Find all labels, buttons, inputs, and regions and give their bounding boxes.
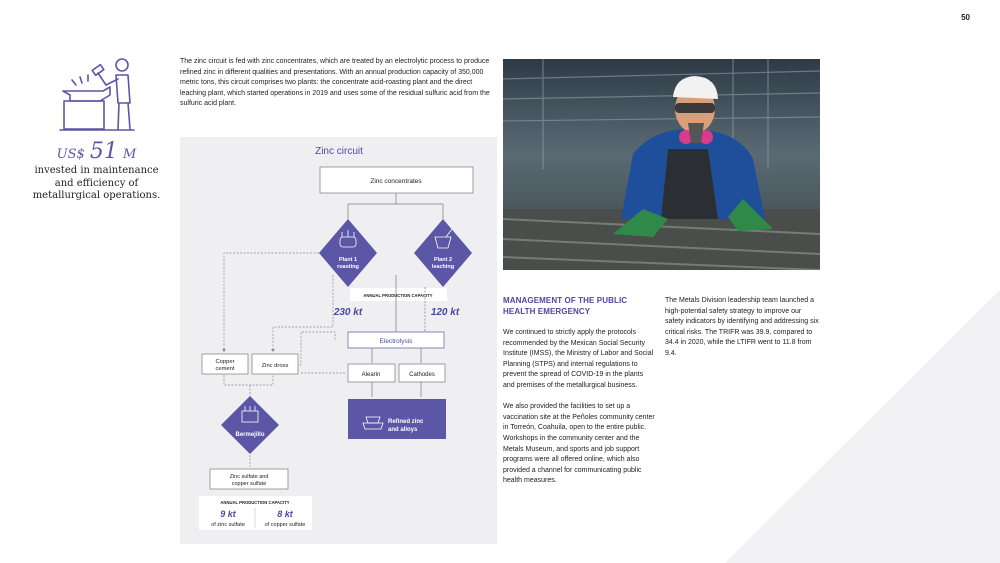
kpi-caption: invested in maintenance and efficiency of metallurgical operations. (32, 165, 161, 201)
zinc-dross-label: Zinc dross (261, 363, 289, 369)
plant1-label-line1: Plant 1 (338, 257, 358, 263)
capacity-label: ANNUAL PRODUCTION CAPACITY (363, 293, 433, 298)
electrolysis-label: Electrolysis (379, 338, 413, 345)
plant2-label-line2: leaching (431, 264, 455, 270)
copper-sulfate-value: 8 kt (277, 509, 293, 519)
plant1-label-line2: roasting (337, 264, 359, 270)
alearin-label: Alearin (361, 372, 381, 378)
plant1-capacity: 230 kt (333, 307, 363, 318)
section-paragraph-2: We also provided the facilities to set up a vaccination site at the Peñoles community center in Torreón, Coahuila, open to the entire public. Workshops in the community center and the Metals Museum, and sports and job support programs were all offered online, which also provided a channel for communicating public health measures. (503, 403, 655, 485)
plant1-diamond (319, 219, 377, 287)
intro-paragraph: The zinc circuit is fed with zinc concentrates, which are treated by an electrolytic process to produce refined zinc in different qualities and presentations. With an annual production capacity of 350,000 metric tons, this circuit comprises two plants: the concentrate acid-roasting plant and the direct leaching plant, which started operations in 2019 and uses some of the residual sulfuric acid from the sulfuric acid plant. (180, 58, 490, 107)
sulfate-line1: Zinc sulfate and (229, 474, 269, 480)
page-number: 50 (961, 13, 970, 22)
section-title: MANAGEMENT OF THE PUBLIC HEALTH EMERGENCY (503, 296, 628, 316)
section-column-1 (503, 328, 655, 498)
concentrates-label: Zinc concentrates (370, 178, 422, 185)
section-paragraph-1: We continued to strictly apply the protocols recommended by the Mexican Social Security Institute (IMSS), the Ministry of Labor and Social Planning (STPS) and internal regulations to prevent the spread of COVID-19 in the plants and premises of the metallurgical business. (503, 329, 654, 389)
refined-line1: Refined zinc (388, 419, 424, 425)
diagram-title: Zinc circuit (315, 146, 363, 157)
copper-sulfate-caption: of copper sulfate (264, 522, 306, 528)
cathodes-label: Cathodes (409, 372, 435, 378)
concentrates-connectors (348, 193, 443, 219)
plant2-label-line1: Plant 2 (433, 257, 453, 263)
kpi-unit: M (123, 147, 137, 162)
bermejillo-diamond (221, 396, 279, 454)
kpi-currency: US$ (56, 147, 85, 162)
worker-photo (503, 59, 820, 270)
zinc-sulfate-value: 9 kt (220, 509, 236, 519)
section-column-2 (665, 296, 821, 370)
sulfate-line2: copper sulfate (231, 481, 267, 487)
kpi-amount: 51 (89, 139, 118, 164)
zinc-circuit-diagram (180, 137, 497, 544)
refined-line2: and alloys (388, 427, 418, 433)
zinc-sulfate-caption: of zinc sulfate (211, 522, 245, 528)
bermejillo-label: Bermejillo (235, 432, 265, 438)
copper-cement-line1: Copper (215, 359, 235, 365)
bottom-capacity-label: ANNUAL PRODUCTION CAPACITY (220, 500, 290, 505)
section-paragraph-3: The Metals Division leadership team launched a high-potential safety strategy to improve our safety indicators by identifying and addressing six critical risks. The TRIFR was 39.9, compared to 34.4 in 2020, while the LTIFR went to 11.8 from 9.4. (665, 297, 819, 357)
kpi-value (34, 140, 159, 167)
copper-cement-line2: cement (215, 366, 235, 372)
plant2-capacity: 120 kt (430, 307, 460, 318)
blacksmith-anvil-icon (58, 57, 136, 131)
plant2-diamond (414, 219, 472, 287)
